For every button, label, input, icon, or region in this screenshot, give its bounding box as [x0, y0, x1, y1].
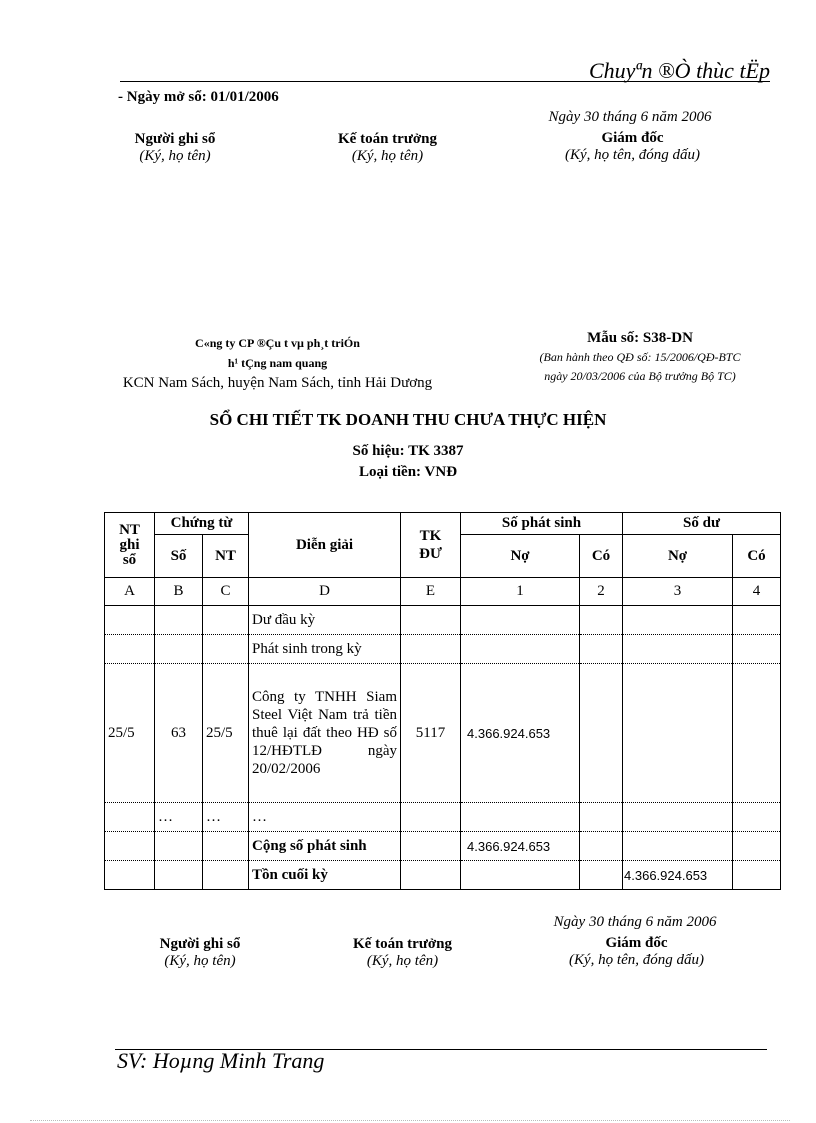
cell-no: 63 — [155, 664, 203, 803]
cell-account: 5117 — [401, 664, 461, 803]
header-title: Chuyªn ®Ò thùc tËp — [588, 58, 770, 83]
cell-account — [401, 803, 461, 832]
sig-role: Kế toán trưởng — [338, 131, 437, 147]
cell-credit — [580, 832, 623, 861]
cell-date: 25/5 — [203, 664, 249, 803]
cell-credit — [580, 803, 623, 832]
sig-note: (Ký, họ tên) — [164, 953, 236, 969]
column-letter: 2 — [580, 578, 623, 606]
cell-balance-credit — [733, 606, 781, 635]
cell-date — [203, 635, 249, 664]
cell-no — [155, 861, 203, 890]
cell-balance-debit — [623, 635, 733, 664]
company-name-line2: h¹ tÇng nam quang — [227, 356, 328, 370]
column-letter: 3 — [623, 578, 733, 606]
header-balance-debit: Nợ — [623, 535, 733, 578]
cell-balance-credit — [733, 861, 781, 890]
cell-debit — [461, 635, 580, 664]
student-name: SV: Hoµng Minh Trang — [117, 1048, 325, 1073]
cell-balance-debit — [623, 664, 733, 803]
cell-balance-credit — [733, 803, 781, 832]
cell-account — [401, 832, 461, 861]
column-letter: 1 — [461, 578, 580, 606]
sig-note: (Ký, họ tên) — [366, 953, 439, 969]
cell-description: Phát sinh trong kỳ — [249, 635, 401, 664]
cell-credit — [580, 664, 623, 803]
header-rule — [120, 81, 770, 82]
sig-note: (Ký, họ tên, đóng dấu) — [565, 147, 700, 163]
sig-role: Giám đốc — [605, 935, 668, 951]
column-letter: D — [249, 578, 401, 606]
cell-date — [203, 606, 249, 635]
table-row — [105, 664, 781, 803]
cell-debit — [461, 606, 580, 635]
top-signature-date: Ngày 30 tháng 6 năm 2006 — [548, 109, 712, 125]
form-note-1: (Ban hành theo QĐ số: 15/2006/QĐ-BTC — [539, 350, 741, 364]
cell-nt — [105, 832, 155, 861]
cell-debit — [461, 803, 580, 832]
cell-nt — [105, 803, 155, 832]
cell-nt: 25/5 — [105, 664, 155, 803]
form-note-2: ngày 20/03/2006 của Bộ trưởng Bộ TC) — [544, 369, 736, 383]
form-code: Mẫu số: S38-DN — [587, 330, 693, 346]
header-account: TK ĐƯ — [401, 513, 461, 578]
company-name-line1: C«ng ty CP ®Çu t vµ ph¸t triÓn — [195, 336, 360, 350]
cell-credit — [580, 606, 623, 635]
cell-no — [155, 606, 203, 635]
header-balance: Số dư — [623, 513, 781, 535]
cell-balance-debit — [623, 606, 733, 635]
cell-date — [203, 861, 249, 890]
top-sig-recorder — [100, 131, 250, 165]
cell-no — [155, 635, 203, 664]
sig-note: (Ký, họ tên) — [351, 148, 424, 164]
header-balance-credit: Có — [733, 535, 781, 578]
header-arising: Số phát sinh — [461, 513, 623, 535]
header-credit: Có — [580, 535, 623, 578]
cell-balance-credit — [733, 635, 781, 664]
sig-note: (Ký, họ tên, đóng dấu) — [569, 952, 704, 968]
sig-role: Người ghi sổ — [134, 131, 216, 147]
cell-balance-debit — [623, 803, 733, 832]
cell-debit: 4.366.924.653 — [461, 832, 580, 861]
account-number: Số hiệu: TK 3387 — [352, 443, 464, 459]
cell-date — [203, 832, 249, 861]
account-info — [0, 441, 816, 483]
bottom-signature-date: Ngày 30 tháng 6 năm 2006 — [553, 914, 717, 930]
cell-balance-credit — [733, 664, 781, 803]
cell-credit — [580, 635, 623, 664]
table-row — [105, 606, 781, 635]
cell-balance-credit — [733, 832, 781, 861]
top-sig-accountant — [305, 131, 470, 165]
column-letter: E — [401, 578, 461, 606]
sig-role: Người ghi sổ — [159, 936, 241, 952]
cell-date: … — [203, 803, 249, 832]
cell-debit — [461, 861, 580, 890]
bottom-sig-accountant — [320, 936, 485, 970]
form-code-block — [490, 329, 790, 386]
column-letter: 4 — [733, 578, 781, 606]
document-title: SỔ CHI TIẾT TK DOANH THU CHƯA THỰC HIỆN — [209, 410, 607, 429]
cell-account — [401, 861, 461, 890]
cell-balance-debit: 4.366.924.653 — [623, 861, 733, 890]
page-bottom-divider — [30, 1120, 790, 1121]
cell-nt — [105, 861, 155, 890]
sig-role: Giám đốc — [601, 130, 664, 146]
cell-description: Cộng số phát sinh — [249, 832, 401, 861]
table-row — [105, 832, 781, 861]
cell-balance-debit — [623, 832, 733, 861]
top-sig-director — [520, 130, 745, 164]
table-row — [105, 861, 781, 890]
open-date: - Ngày mở sổ: 01/01/2006 — [118, 89, 279, 105]
cell-description: Tồn cuối kỳ — [249, 861, 401, 890]
column-letters-row — [105, 578, 781, 606]
ledger-table — [104, 512, 781, 890]
cell-no — [155, 832, 203, 861]
cell-account — [401, 635, 461, 664]
cell-description: Dư đầu kỳ — [249, 606, 401, 635]
cell-nt — [105, 635, 155, 664]
table-row — [105, 635, 781, 664]
header-description: Diễn giải — [249, 513, 401, 578]
bottom-sig-recorder — [125, 936, 275, 970]
header-voucher-date: NT — [203, 535, 249, 578]
header-voucher-no: Số — [155, 535, 203, 578]
sig-note: (Ký, họ tên) — [139, 148, 211, 164]
cell-account — [401, 606, 461, 635]
column-letter: C — [203, 578, 249, 606]
header-nt: NT ghi sổ — [105, 513, 155, 578]
company-block — [100, 333, 455, 393]
column-letter: A — [105, 578, 155, 606]
cell-credit — [580, 861, 623, 890]
company-address: KCN Nam Sách, huyện Nam Sách, tỉnh Hải Dương — [122, 375, 433, 391]
sig-role: Kế toán trưởng — [353, 936, 452, 952]
cell-description: … — [249, 803, 401, 832]
table-row — [105, 803, 781, 832]
bottom-sig-director — [524, 935, 749, 969]
header-debit: Nợ — [461, 535, 580, 578]
cell-no: … — [155, 803, 203, 832]
header-voucher: Chứng từ — [155, 513, 249, 535]
cell-nt — [105, 606, 155, 635]
column-letter: B — [155, 578, 203, 606]
currency: Loại tiền: VNĐ — [358, 464, 458, 480]
cell-description: Công ty TNHH Siam Steel Việt Nam trả tiền thuê lại đất theo HĐ số 12/HĐTLĐ ngày 20/02/2006 — [249, 664, 401, 803]
cell-debit: 4.366.924.653 — [461, 664, 580, 803]
